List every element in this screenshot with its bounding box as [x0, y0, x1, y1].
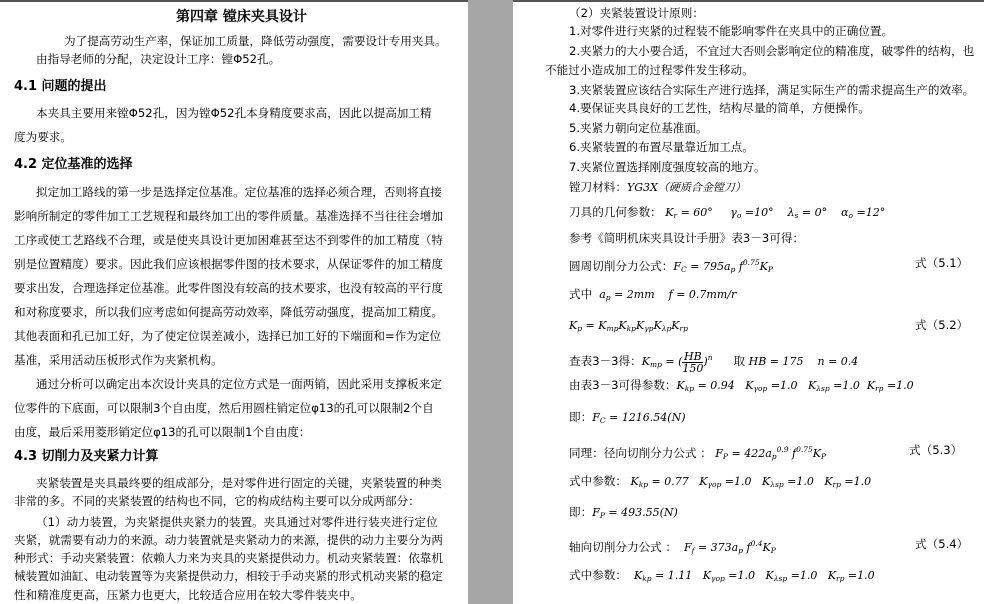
axial-label: 轴向切削分力公式 ：	[569, 540, 678, 554]
s41-line-2: 度为要求。	[14, 130, 72, 144]
kp-formula: $K_p = K_{mp}K_{kp}K_{\gamma p}K_{\lambda p}K_{rp}$	[569, 319, 688, 333]
fc-value: 1216.54(N)	[621, 411, 686, 424]
s42b-line: 位零件的下底面，可以限制3个自由度，然后用圆柱销定位φ13的孔可以限制2个自	[14, 401, 434, 415]
fp-result: 即：$F_P = 493.55(N)$	[569, 505, 678, 520]
ji-label: 即：	[569, 505, 593, 519]
page-top-border	[0, 0, 468, 2]
s42-line: 别是位置精度）要求。因此我们应该根据零件图的技术要求，从保证零件的加工精度	[14, 257, 443, 271]
table-lookup-1: 查表3－3得：$K_{mp}$ = ( $\frac{HB}{150}$ )$^n$ 取 HB = 175 n = 0.4	[569, 349, 859, 375]
radial-formula: 同理：径向切削分力公式 ： $F_P = 422a_p^{0.9}$ $f^{0.75}K_P$	[569, 445, 827, 461]
principle-item: 不能过小造成加工的过程零件发生移动。	[545, 63, 754, 77]
radial-label: 同理：径向切削分力公式 ：	[569, 446, 712, 460]
principle-item: 4.要保证夹具良好的工艺性，结构尽量的简单，方便操作。	[569, 101, 870, 115]
geometry-label: 刀具的几何参数：	[569, 205, 662, 219]
s42b-line: 通过分析可以确定出本次设计夹具的定位方式是一面两销，因此采用支撑板来定	[36, 377, 442, 391]
tool-material-value: YG3X（硬质合金镗刀）	[626, 181, 746, 194]
circ-formula: 圆周切削分力公式：$F_C = 795a_p$ $f^{0.75}K_P$	[569, 258, 773, 274]
ji-label: 即：	[569, 410, 593, 424]
where-3-label: 式中参数：	[569, 568, 627, 582]
s42-line: 要求出发，合理选择定位基准。此零件图没有较高的技术要求，也没有较高的平行度	[14, 281, 443, 295]
where-2-label: 式中参数：	[569, 474, 627, 488]
eq-5-2: 式（5.2）	[915, 318, 969, 332]
section-4-3-title: 4.3 切削力及夹紧力计算	[14, 449, 159, 464]
s41-line-1: 本夹具主要用来镗Φ52孔，因为镗Φ52孔本身精度要求高，因此以提高加工精	[36, 106, 432, 120]
right-page	[513, 0, 984, 604]
section-4-1-title: 4.1 问题的提出	[14, 79, 107, 94]
s43-line: 性和精准度更高，压紧力也更大，比较适合应用在较大零件装夹中。	[14, 588, 362, 602]
tool-material-label: 镗刀材料：	[569, 180, 627, 194]
eq-5-4: 式（5.4）	[915, 537, 969, 551]
s42-line: 其他表面和孔已加工好，为了使定位误差减小，选择已加工好的下端面和=作为定位	[14, 329, 442, 343]
s43-line: 种形式：手动夹紧装置：依赖人力来为夹具的夹紧提供动力。机动夹紧装置：依靠机	[14, 551, 443, 565]
principle-item: 3.夹紧装置应该结合实际生产进行选择，满足实际生产的需求提高生产的效率。	[569, 83, 975, 97]
intro-line-1: 为了提高劳动生产率，保证加工质量，降低劳动强度，需要设计专用夹具。	[64, 34, 447, 48]
principle-item: 7.夹紧位置选择刚度强度较高的地方。	[569, 160, 766, 174]
axial-formula: 轴向切削分力公式 ： $F_f = 373a_p$ $f^{0.4}K_P$	[569, 539, 776, 555]
eq-5-3: 式（5.3）	[909, 443, 963, 457]
table-1-label: 查表3－3得：	[569, 354, 642, 368]
where-3: 式中参数： $K_{kp} = 1.11$ $K_{\gamma op} =1.0$ $K_{\lambda sp} =1.0$ $K_{rp} =1.0$	[569, 568, 875, 583]
s42-line: 和对称度要求，所以我们应考虑如何提高劳动效率，降低劳动强度，提高加工精度。	[14, 305, 443, 319]
s42-line: 工序或使工艺路线不合理，或是使夹具设计更加困难甚至达不到零件的加工精度（特	[14, 233, 443, 247]
principle-item: 1.对零件进行夹紧的过程装不能影响零件在夹具中的正确位置。	[569, 24, 894, 38]
reference-line: 参考《简明机床夹具设计手册》表3－3可得：	[569, 231, 805, 245]
s43-line: 械装置如油缸、电动装置等为夹紧提供动力，相较于手动夹紧的形式机动夹紧的稳定	[14, 569, 443, 583]
principle-item: 5.夹紧力朝向定位基准面。	[569, 121, 708, 135]
eq-5-1: 式（5.1）	[915, 256, 969, 270]
intro-line-2: 由指导老师的分配，决定设计工序：镗Φ52孔。	[36, 52, 281, 66]
fp-value: 493.55(N)	[621, 506, 678, 519]
s42-line: 拟定加工路线的第一步是选择定位基准。定位基准的选择必须合理，否则将直接	[36, 185, 442, 199]
s43-line: （1）动力装置，为夹紧提供夹紧力的装置。夹具通过对零件进行装夹进行定位	[36, 515, 438, 529]
geometry-line: 刀具的几何参数： $K_r = 60^\circ$ $\gamma_o =10^\circ$ $\lambda_s = 0^\circ$ $\alpha_o =12^\circ$	[569, 205, 886, 220]
s42-line: 基准，采用活动压板形式作为夹紧机构。	[14, 353, 223, 367]
chapter-title: 第四章 镗床夹具设计	[176, 9, 307, 25]
where-2: 式中参数： $K_{kp} = 0.77$ $K_{\gamma op} =1.0$ $K_{\lambda sp} =1.0$ $K_{rp} =1.0$	[569, 474, 872, 489]
table-2-label: 由表3－3可得参数：	[569, 378, 677, 392]
s42b-line: 由度，最后采用菱形销定位φ13的孔可以限制1个自由度：	[14, 425, 311, 439]
where-1: 式中 $a_p = 2mm$ f = 0.7mm/r	[569, 287, 737, 302]
fc-result: 即：$F_C = 1216.54(N)$	[569, 410, 686, 425]
left-page	[0, 0, 468, 604]
s43-line: 夹紧，就需要有动力的来源。动力装置就是夹紧动力的来源，提供的动力主要分为两	[14, 533, 443, 547]
tool-material	[569, 180, 746, 195]
where-1-label: 式中	[569, 287, 593, 301]
s42-line: 影响所制定的零件加工工艺规程和最终加工出的零件质量。基准选择不当往往会增加	[14, 209, 443, 223]
s43-line: 夹紧装置是夹具最终要的组成部分，是对零件进行固定的关键，夹紧装置的种类	[36, 476, 442, 490]
principle-title: （2）夹紧装置设计原则：	[569, 6, 704, 20]
principle-item: 6.夹紧装置的布置尽量靠近加工点。	[569, 140, 754, 154]
principle-item: 2.夹紧力的大小要合适，不宜过大否则会影响定位的精准度，破零件的结构，也	[569, 44, 975, 58]
table-lookup-2: 由表3－3可得参数：$K_{kp} = 0.94$ $K_{\gamma op} =1.0$ $K_{\lambda sp} =1.0$ $K_{rp} =1.0$	[569, 378, 914, 393]
page-top-border	[513, 0, 984, 2]
s43-line: 非常的多。不同的夹紧装置的结构也不同，它的构成结构主要可以分成两部分：	[14, 494, 420, 508]
section-4-2-title: 4.2 定位基准的选择	[14, 157, 133, 172]
circ-label: 圆周切削分力公式：	[569, 259, 674, 273]
